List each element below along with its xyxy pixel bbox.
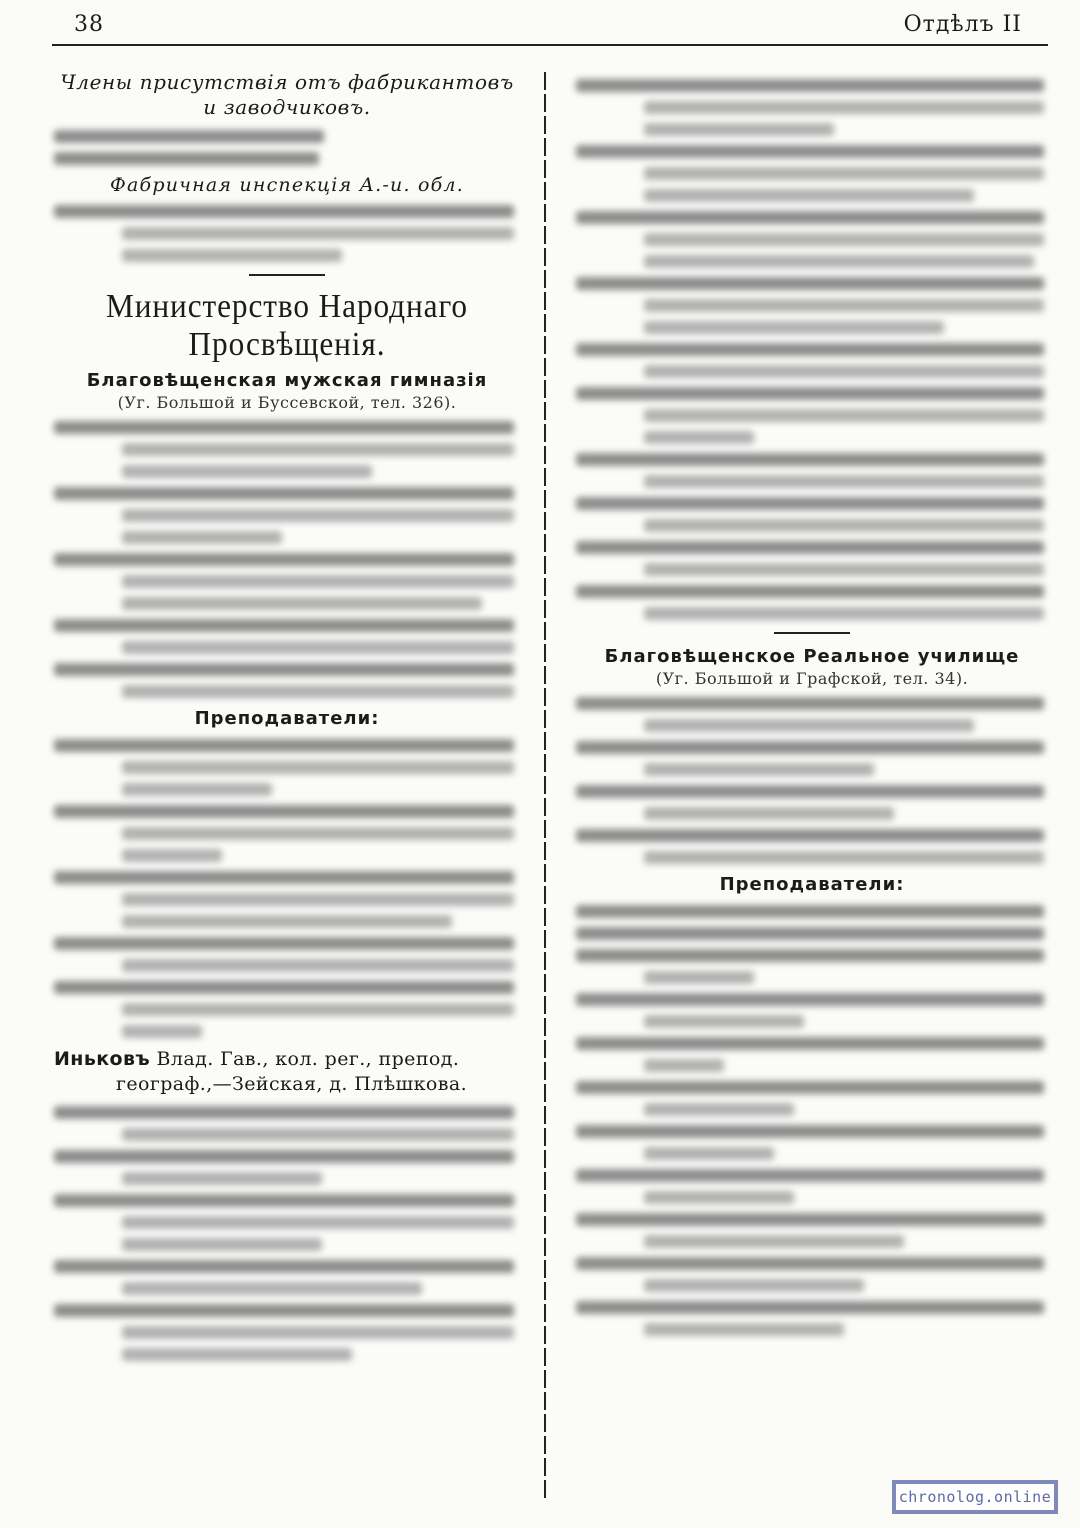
visible-entry	[54, 1047, 520, 1097]
entry-surname: Иньковъ	[54, 1048, 151, 1070]
left-column	[54, 70, 520, 1370]
blurred-entry	[576, 343, 1048, 378]
blurred-entry	[576, 145, 1048, 202]
blurred-entry	[54, 981, 520, 1038]
entry-continuation: географ.,—Зейская, д. Плѣшкова.	[116, 1073, 468, 1095]
page-number: 38	[74, 12, 104, 37]
blurred-entry	[54, 421, 520, 478]
right-column	[576, 70, 1048, 1345]
blurred-entry	[54, 1304, 520, 1361]
blurred-entry	[54, 1260, 520, 1295]
blurred-entry	[54, 871, 520, 928]
teachers-heading: Преподаватели:	[194, 708, 380, 729]
school-name: Благовѣщенская мужская гимназія	[86, 370, 488, 391]
blurred-entry	[576, 541, 1048, 576]
blurred-entry	[576, 785, 1048, 820]
blurred-entry	[54, 619, 520, 654]
blurred-entry	[576, 697, 1048, 732]
blurred-entry	[54, 739, 520, 796]
factory-inspection-title: Фабричная инспекція А.-и. обл.	[110, 174, 464, 196]
blurred-entry	[576, 387, 1048, 444]
blurred-entry	[576, 79, 1048, 136]
section-divider	[249, 274, 325, 276]
blurred-entry	[576, 905, 1048, 984]
real-school-address: (Уг. Большой и Графской, тел. 34).	[655, 669, 969, 688]
blurred-entry	[576, 1169, 1048, 1204]
blurred-entry	[576, 1037, 1048, 1072]
watermark	[892, 1480, 1058, 1514]
section-label: Отдѣлъ II	[903, 12, 1022, 37]
header-rule	[52, 44, 1048, 46]
page-header	[0, 0, 1080, 46]
section-divider	[774, 632, 850, 634]
ministry-title: Министерство Народнаго Просвѣщенія.	[105, 288, 468, 363]
blurred-entry	[54, 1106, 520, 1141]
members-title: Члены присутствія отъ фабрикантовъ и заводчиковъ.	[60, 70, 514, 119]
blurred-entry	[576, 211, 1048, 268]
blurred-entry	[576, 1257, 1048, 1292]
blurred-entry	[576, 1301, 1048, 1336]
blurred-entry	[576, 1213, 1048, 1248]
blurred-entry	[54, 937, 520, 972]
watermark-text: chronolog.online	[896, 1484, 1054, 1510]
blurred-entry	[54, 663, 520, 698]
blurred-entry	[54, 205, 520, 262]
blurred-entry	[54, 553, 520, 610]
blurred-entry	[576, 453, 1048, 488]
blurred-entry	[54, 1150, 520, 1185]
blurred-entry	[576, 1125, 1048, 1160]
blurred-entry	[576, 829, 1048, 864]
blurred-entry	[54, 805, 520, 862]
blurred-entry	[576, 277, 1048, 334]
blurred-entry	[54, 130, 520, 165]
column-divider	[544, 72, 546, 1502]
blurred-entry	[54, 1194, 520, 1251]
teachers-heading: Преподаватели:	[719, 874, 905, 895]
blurred-entry	[54, 487, 520, 544]
blurred-entry	[576, 741, 1048, 776]
blurred-entry	[576, 497, 1048, 532]
entry-details: Влад. Гав., кол. рег., препод.	[156, 1048, 460, 1070]
blurred-entry	[576, 993, 1048, 1028]
school-address: (Уг. Большой и Буссевской, тел. 326).	[117, 393, 457, 412]
blurred-entry	[576, 1081, 1048, 1116]
real-school-name: Благовѣщенское Реальное училище	[604, 646, 1020, 667]
blurred-entry	[576, 585, 1048, 620]
